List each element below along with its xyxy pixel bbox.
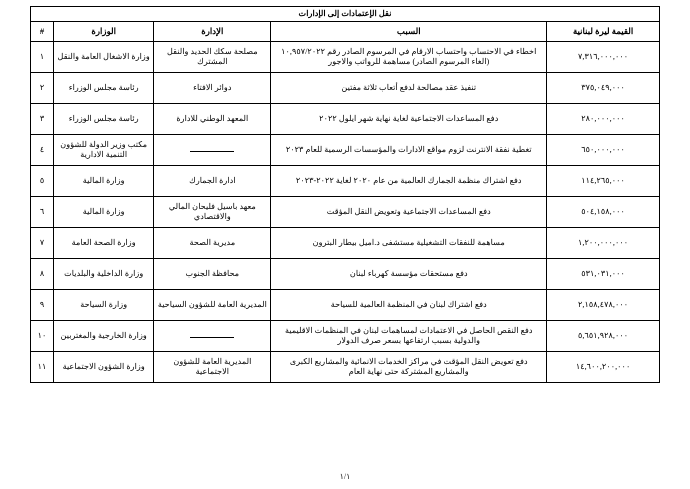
cell-number: ٨: [31, 258, 54, 289]
column-header-reason: السبب: [271, 22, 547, 42]
cell-reason: دفع مستحقات مؤسسة كهرباء لبنان: [271, 258, 547, 289]
cell-amount: ١,٢٠٠,٠٠٠,٠٠٠: [547, 227, 660, 258]
cell-number: ٣: [31, 103, 54, 134]
cell-reason: اخطاء في الاحتساب واحتساب الارقام في المرسوم الصادر رقم ١٠,٩٥٧/٢٠٢٢ (الغاء المرسوم الصادر) مساهمة للرواتب والاجور: [271, 41, 547, 72]
cell-ministry: وزارة المالية: [54, 196, 154, 227]
table-row: [31, 258, 660, 289]
cell-reason: دفع المساعدات الاجتماعية لغاية نهاية شهر ايلول ٢٠٢٢: [271, 103, 547, 134]
cell-number: ١١: [31, 351, 54, 382]
cell-administration: ادارة الجمارك: [154, 165, 271, 196]
cell-reason: دفع اشتراك لبنان في المنظمة العالمية للسياحة: [271, 289, 547, 320]
cell-amount: ٥٠٤,١٥٨,٠٠٠: [547, 196, 660, 227]
cell-ministry: وزارة الاشغال العامة والنقل: [54, 41, 154, 72]
table-row: [31, 134, 660, 165]
cell-amount: ٢,١٥٨,٤٧٨,٠٠٠: [547, 289, 660, 320]
cell-administration: المديرية العامة للشؤون الاجتماعية: [154, 351, 271, 382]
cell-administration: المعهد الوطني للادارة: [154, 103, 271, 134]
cell-reason: تنفيذ عقد مصالحة لدفع أتعاب ثلاثة مفتين: [271, 72, 547, 103]
column-header-amount: القيمة ليرة لبنانية: [547, 22, 660, 42]
cell-administration: المديرية العامة للشؤون السياحية: [154, 289, 271, 320]
table-title-row: [31, 7, 660, 22]
page-title: نقل الإعتمادات إلى الإدارات: [31, 7, 660, 22]
cell-administration: [154, 320, 271, 351]
table-row: [31, 72, 660, 103]
cell-ministry: وزارة الصحة العامة: [54, 227, 154, 258]
cell-reason: دفع اشتراك منظمة الجمارك العالمية من عام ٢٠٢٠ لغاية ٢٠٢٢-٢٠٢٣: [271, 165, 547, 196]
column-header-ministry: الوزارة: [54, 22, 154, 42]
cell-amount: ٣٧٥,٠٤٩,٠٠٠: [547, 72, 660, 103]
cell-reason: مساهمة للنفقات التشغيلية مستشفى د.اميل بيطار البترون: [271, 227, 547, 258]
empty-dash: [190, 330, 234, 338]
cell-number: ٢: [31, 72, 54, 103]
cell-administration: مديرية الصحة: [154, 227, 271, 258]
cell-amount: ١٤,٦٠٠,٢٠٠,٠٠٠: [547, 351, 660, 382]
column-header-administration: الإدارة: [154, 22, 271, 42]
cell-amount: ١١٤,٢٦٥,٠٠٠: [547, 165, 660, 196]
table-row: [31, 165, 660, 196]
cell-reason: دفع النقص الحاصل في الاعتمادات لمساهمات لبنان في المنظمات الاقليمية والدولية بسبب ارتفاعها بسعر صرف الدولار: [271, 320, 547, 351]
cell-administration: مصلحة سكك الحديد والنقل المشترك: [154, 41, 271, 72]
cell-number: ٦: [31, 196, 54, 227]
table-row: [31, 320, 660, 351]
cell-number: ١: [31, 41, 54, 72]
cell-ministry: رئاسة مجلس الوزراء: [54, 72, 154, 103]
cell-administration: [154, 134, 271, 165]
cell-ministry: مكتب وزير الدولة للشؤون التنمية الادارية: [54, 134, 154, 165]
table-row: [31, 196, 660, 227]
cell-administration: معهد باسيل فليحان المالي والاقتصادي: [154, 196, 271, 227]
cell-number: ٩: [31, 289, 54, 320]
table-row: [31, 351, 660, 382]
cell-number: ٧: [31, 227, 54, 258]
cell-ministry: وزارة المالية: [54, 165, 154, 196]
cell-ministry: وزارة الشؤون الاجتماعية: [54, 351, 154, 382]
cell-administration: دوائر الافتاء: [154, 72, 271, 103]
cell-administration: محافظة الجنوب: [154, 258, 271, 289]
cell-number: ٤: [31, 134, 54, 165]
empty-dash: [190, 144, 234, 152]
table-row: [31, 41, 660, 72]
cell-amount: ٦٥٠,٠٠٠,٠٠٠: [547, 134, 660, 165]
cell-ministry: وزارة الخارجية والمغتربين: [54, 320, 154, 351]
table-row: [31, 227, 660, 258]
budget-transfer-table: [30, 6, 660, 383]
table-row: [31, 103, 660, 134]
cell-number: ١٠: [31, 320, 54, 351]
cell-amount: ٢٨٠,٠٠٠,٠٠٠: [547, 103, 660, 134]
cell-ministry: رئاسة مجلس الوزراء: [54, 103, 154, 134]
cell-reason: دفع المساعدات الاجتماعية وتعويض النقل المؤقت: [271, 196, 547, 227]
cell-number: ٥: [31, 165, 54, 196]
cell-reason: دفع تعويض النقل المؤقت في مراكز الخدمات الانمائية والمشاريع الكبرى والمشاريع المشتركة حتى نهاية العام: [271, 351, 547, 382]
page-footer: ١/١: [339, 472, 351, 481]
column-header-number: #: [31, 22, 54, 42]
cell-ministry: وزارة السياحة: [54, 289, 154, 320]
cell-reason: تغطية نفقة الانترنت لزوم مواقع الادارات والمؤسسات الرسمية للعام ٢٠٢٣: [271, 134, 547, 165]
table-header-row: [31, 22, 660, 42]
cell-amount: ٥,٦٥١,٩٢٨,٠٠٠: [547, 320, 660, 351]
cell-amount: ٧,٣١٦,٠٠٠,٠٠٠: [547, 41, 660, 72]
table-row: [31, 289, 660, 320]
cell-amount: ٥٣١,٠٣١,٠٠٠: [547, 258, 660, 289]
cell-ministry: وزارة الداخلية والبلديات: [54, 258, 154, 289]
